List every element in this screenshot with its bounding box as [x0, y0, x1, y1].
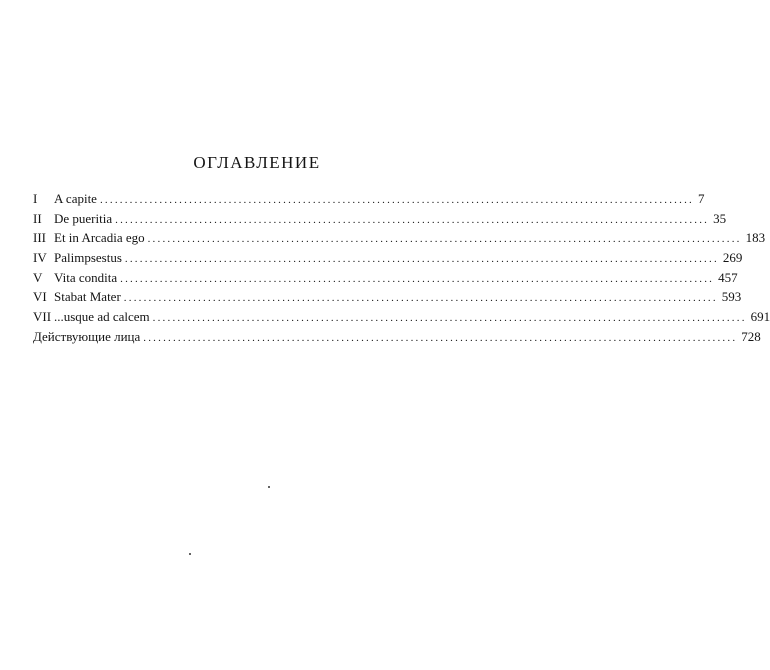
page-number: 269: [722, 250, 743, 266]
page-number: 457: [718, 269, 738, 285]
dot-leader: ........................................................................................................................: [99, 194, 694, 206]
page-number: 7: [697, 191, 705, 206]
table-of-contents: [33, 189, 770, 347]
toc-entry-4: [33, 248, 743, 268]
toc-entry-2: [33, 209, 727, 229]
toc-entry-7: [33, 307, 770, 327]
toc-entry-1: [33, 189, 705, 209]
toc-entry-3: [33, 228, 766, 248]
chapter-title: ...usque ad calcem: [54, 309, 150, 325]
chapter-number: II: [33, 210, 42, 226]
dot-leader: ........................................................................................................................: [124, 253, 719, 266]
chapter-number: VII: [33, 309, 52, 325]
chapter-title: Vita condita: [54, 269, 118, 285]
scan-speck: [189, 553, 191, 555]
dot-leader: ........................................................................................................................: [115, 213, 710, 226]
dot-leader: ........................................................................................................................: [120, 272, 715, 285]
toc-entry-8: [33, 327, 761, 347]
toc-heading: ОГЛАВЛЕНИЕ: [193, 153, 321, 172]
chapter-number: V: [33, 269, 43, 285]
chapter-title: A capite: [54, 191, 97, 206]
chapter-title: Palimpsestus: [54, 250, 122, 266]
page-number: 593: [721, 289, 742, 305]
chapter-title: Et in Arcadia ego: [54, 230, 145, 246]
chapter-title: Действующие лица: [33, 328, 141, 344]
chapter-title: De pueritia: [54, 210, 113, 226]
chapter-number: IV: [33, 250, 47, 266]
chapter-title: Stabat Mater: [54, 289, 121, 305]
chapter-number: VI: [33, 289, 47, 305]
chapter-number: III: [33, 230, 46, 246]
page-number: 691: [750, 309, 770, 325]
toc-entry-6: [33, 287, 742, 307]
dot-leader: ........................................................................................................................: [143, 331, 738, 344]
scan-speck: [268, 486, 270, 488]
page-number: 183: [745, 230, 766, 246]
chapter-number: I: [33, 191, 38, 206]
dot-leader: ........................................................................................................................: [123, 292, 718, 305]
dot-leader: ........................................................................................................................: [152, 312, 747, 325]
page-number: 35: [713, 210, 727, 226]
toc-entry-5: [33, 268, 738, 288]
dot-leader: ........................................................................................................................: [147, 233, 742, 246]
page-number: 728: [741, 328, 761, 344]
